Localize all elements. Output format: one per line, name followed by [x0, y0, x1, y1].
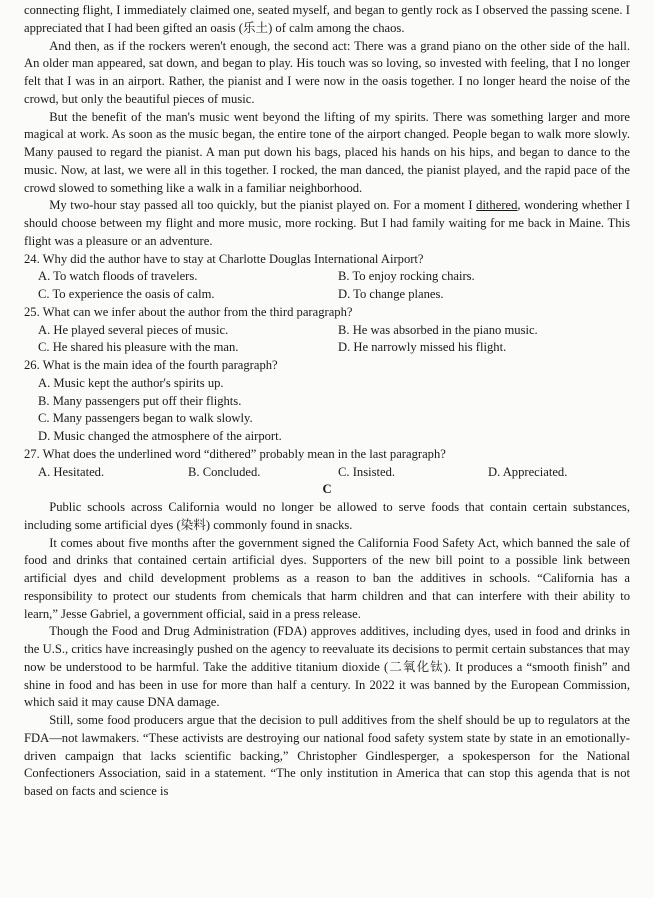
passage-c-paragraph: It comes about five months after the government signed the California Food Safety Act, which banned the sale of food and drinks that contained certain artificial dyes. Supporters of the new bill point to a possible link between artificial dyes and child development problems as a reason to ban the additives in schools. “California has a responsibility to protect our students from chemicals that harm children and that can interfere with their ability to learn,” Jesse Gabriel, a government official, said in a press release.	[24, 535, 630, 621]
option-c: C. To experience the oasis of calm.	[38, 287, 215, 301]
question-stem: 25. What can we infer about the author from the third paragraph?	[24, 304, 353, 319]
answer-options	[24, 268, 630, 304]
passage-c-paragraph: Though the Food and Drug Administration (FDA) approves additives, including dyes, used in food and drinks in the U.S., critics have increasingly pushed on the agency to reevaluate its decisions to permit certain substances that may now be understood to be harmful. Take the additive titanium dioxide (二氧化钛). It produces a “smooth finish” and shine in food and has been in use for more than half a century. In 2022 it was banned by the European Commission, which said it may cause DNA damage.	[24, 624, 630, 710]
option-c: C. He shared his pleasure with the man.	[38, 340, 239, 355]
option-b: B. He was absorbed in the piano music.	[338, 322, 538, 337]
question-stem: 24. Why did the author have to stay at Charlotte Douglas International Airport?	[24, 251, 424, 266]
option-a: A. He played several pieces of music.	[38, 322, 229, 337]
option-d: D. To change planes.	[338, 287, 444, 301]
option-c: C. Many passengers began to walk slowly.	[38, 411, 253, 426]
option-a: A. Music kept the author's spirits up.	[38, 375, 224, 390]
option-d: D. Appreciated.	[488, 464, 568, 479]
question-27	[24, 446, 630, 482]
option-b: B. Concluded.	[188, 464, 261, 479]
option-c: C. Insisted.	[338, 464, 396, 479]
last-paragraph-start: My two-hour stay passed all too quickly, but the pianist played on. For a moment I	[49, 198, 477, 213]
option-d: D. Music changed the atmosphere of the airport.	[38, 429, 282, 443]
question-25	[24, 304, 630, 357]
option-d: D. He narrowly missed his flight.	[338, 340, 507, 355]
section-heading: C	[322, 482, 332, 497]
passage-b-paragraph: But the benefit of the man's music went beyond the lifting of my spirits. There was something larger and more magical at work. As soon as the music began, the entire tone of the airport changed. People began to walk more slowly. Many paused to regard the pianist. A man put down his bags, placed his hands on his hips, and began to dance to the music. Now, at last, we were all in this together. I rocked, the man danced, the pianist played, and the rapid pace of the crowd slowed to something like a walk in a familiar neighborhood.	[24, 109, 630, 195]
option-a: A. To watch floods of travelers.	[38, 269, 198, 284]
question-stem: 27. What does the underlined word “dithered” probably mean in the last paragraph?	[24, 446, 446, 461]
passage-b-last-paragraph	[24, 197, 630, 250]
passage-c-paragraph: Public schools across California would no longer be allowed to serve foods that contain certain substances, including some artificial dyes (染料) commonly found in snacks.	[24, 500, 630, 532]
answer-options	[24, 375, 630, 446]
option-b: B. To enjoy rocking chairs.	[338, 269, 475, 284]
question-26	[24, 357, 630, 446]
answer-options	[24, 464, 630, 482]
passage-b-paragraph: And then, as if the rockers weren't enough, the second act: There was a grand piano on the other side of the hall. An older man appeared, sat down, and began to play. His touch was so loving, so invested with feeling, that I no longer felt that I was in an airport. Rather, the pianist and I were now in the oasis together. I no longer heard the noise of the crowd, but only the beautiful pieces of music.	[24, 38, 630, 106]
question-24	[24, 251, 630, 304]
option-a: A. Hesitated.	[38, 464, 105, 479]
question-stem: 26. What is the main idea of the fourth paragraph?	[24, 358, 278, 372]
option-b: B. Many passengers put off their flights.	[38, 393, 242, 408]
underlined-word: dithered	[476, 198, 518, 213]
passage-c-paragraph: Still, some food producers argue that the decision to pull additives from the shelf should be up to regulators at the FDA—not lawmakers. “These activists are destroying our national food safety system state by state in an emotionally-driven campaign that lacks scientific backing,” Christopher Gindlesperger, a spokesperson for the National Confectioners Association, said in a statement. “The only institution in America that can stop this agenda that is not based on facts and science is	[24, 713, 630, 798]
passage-b-paragraph: connecting flight, I immediately claimed one, seated myself, and began to gently rock as I observed the passing scene. I appreciated that I had been gifted an oasis (乐土) of calm among the chaos.	[24, 3, 630, 35]
last-paragraph-end: , wondering whether I should choose between my flight and more music, more rocking. But I had family waiting for me back in Maine. This flight was a pleasure or an adventure.	[24, 198, 630, 248]
answer-options	[24, 322, 630, 358]
